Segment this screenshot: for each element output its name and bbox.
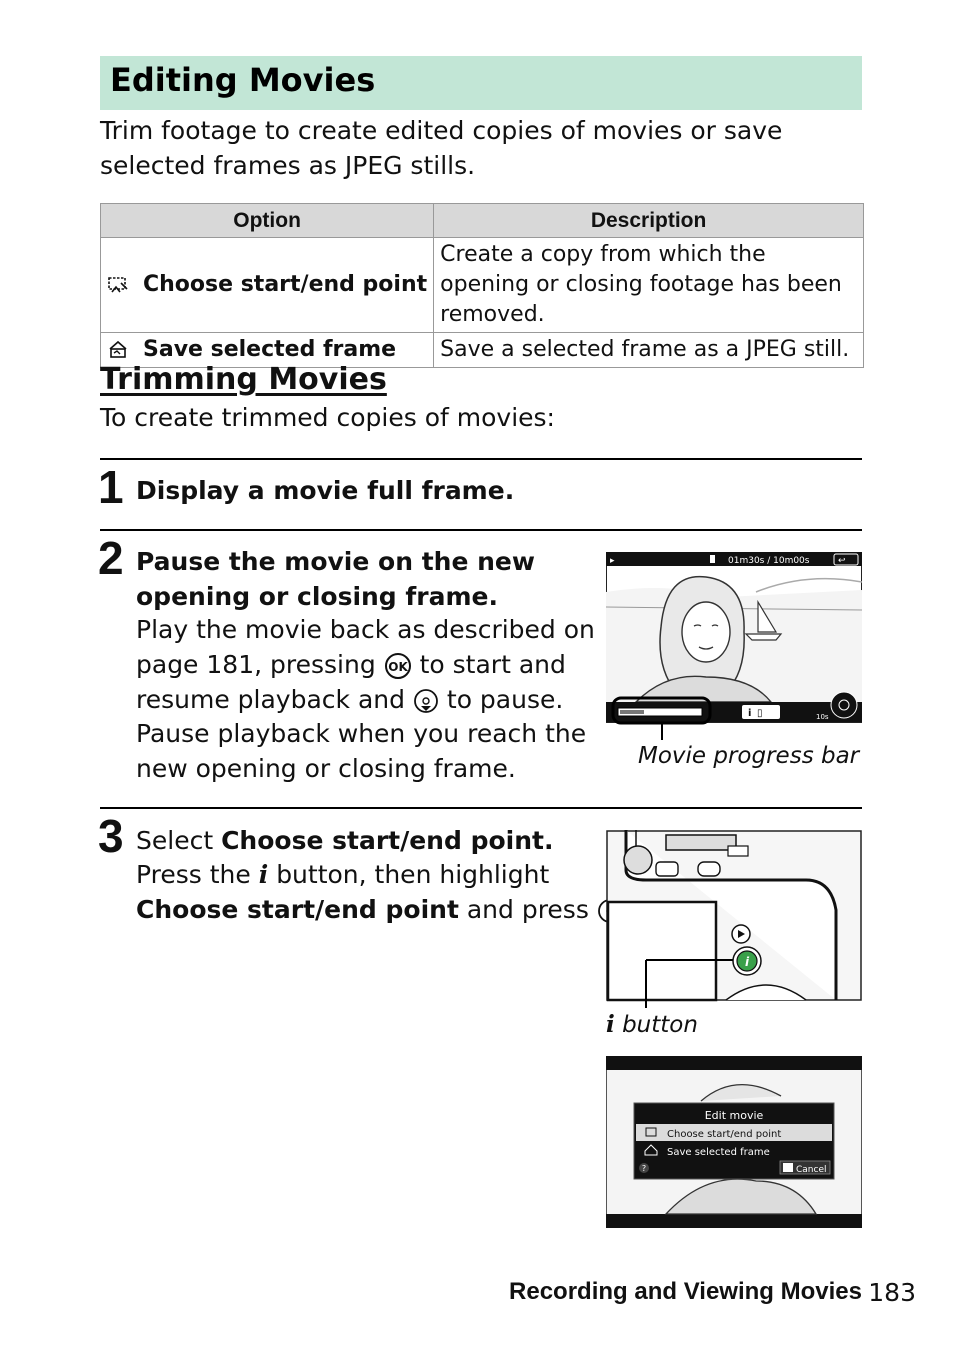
footer-section-title: Recording and Viewing Movies — [509, 1278, 862, 1305]
step-text-bold: Choose start/end point. — [221, 826, 554, 855]
step-title: Display a movie full frame. — [136, 476, 515, 505]
menu-help[interactable]: ? — [641, 1164, 647, 1173]
step-divider — [100, 529, 862, 531]
options-table — [100, 203, 864, 368]
section-header — [100, 56, 862, 110]
caption-text: button — [622, 1012, 698, 1038]
figure-caption: Movie progress bar — [638, 743, 860, 769]
camera-back-figure — [606, 830, 862, 1010]
ok-button-icon — [384, 652, 412, 680]
svg-text:▸: ▸ — [610, 556, 615, 566]
timecode-label: 01m30s / 10m00s — [728, 556, 810, 566]
seconds-label: 10s — [816, 713, 829, 721]
table-row — [101, 238, 864, 333]
step-title-line: Pause the movie on the new — [136, 547, 535, 576]
step-divider — [100, 458, 862, 460]
table-header-row — [101, 204, 864, 238]
step-text: Select — [136, 826, 214, 855]
step-body-line — [136, 858, 631, 893]
step-text: button, then highlight — [276, 860, 550, 889]
description-cell: Create a copy from which the opening or closing footage has been removed. — [434, 238, 864, 333]
menu-item[interactable]: Choose start/end point — [667, 1129, 782, 1140]
option-cell — [101, 238, 434, 333]
intro-paragraph: Trim footage to create edited copies of movies or save selected frames as JPEG stills. — [100, 116, 783, 180]
step-body-line — [136, 683, 595, 718]
step-text: Press the — [136, 860, 251, 889]
i-button-glyph: i — [258, 860, 269, 889]
step-body-line — [136, 648, 595, 683]
option-label: Choose start/end point — [143, 272, 428, 297]
page-number: 183 — [868, 1278, 916, 1307]
step-text: and press — [466, 894, 589, 924]
i-button-glyph: i — [606, 1011, 615, 1038]
save-frame-icon — [107, 340, 129, 360]
subsection-title: Trimming Movies — [100, 362, 387, 397]
trim-icon — [107, 275, 129, 295]
step-number: 1 — [98, 461, 124, 513]
figure-caption — [606, 1011, 698, 1038]
step-number: 2 — [98, 532, 124, 584]
i-button-label: i — [744, 955, 750, 969]
step-text: to start and — [419, 649, 566, 679]
step-body-line: new opening or closing frame. — [136, 754, 516, 784]
step-text: resume playback and — [136, 684, 405, 714]
step-text: page 181, pressing — [136, 649, 376, 679]
step-body-line — [136, 893, 631, 928]
edit-movie-menu-figure — [606, 1056, 862, 1228]
menu-item[interactable]: Save selected frame — [667, 1147, 770, 1158]
svg-text:OK: OK — [387, 659, 408, 674]
step-body-line: Pause playback when you reach the — [136, 719, 587, 749]
page-title: Editing Movies — [110, 61, 376, 99]
svg-text:↩: ↩ — [838, 556, 846, 566]
multi-selector-down-icon — [413, 688, 439, 714]
svg-text:▯: ▯ — [757, 708, 763, 719]
step-title — [136, 544, 535, 614]
step-text-bold: Choose start/end point — [136, 894, 459, 924]
subsection-intro: To create trimmed copies of movies: — [100, 403, 555, 432]
description-cell: Save a selected frame as a JPEG still. — [434, 333, 864, 368]
step-body — [136, 858, 631, 928]
step-body — [136, 613, 595, 787]
step-title — [136, 823, 553, 858]
menu-title: Edit movie — [704, 1109, 764, 1122]
step-number: 3 — [98, 810, 124, 862]
step-body-line: Play the movie back as described on — [136, 615, 595, 644]
step-text: to pause. — [446, 684, 564, 714]
step-title-line: opening or closing frame. — [136, 582, 498, 611]
step-divider — [100, 807, 862, 809]
movie-screen-figure — [606, 552, 862, 740]
menu-cancel[interactable]: Cancel — [796, 1165, 827, 1175]
svg-text:i: i — [748, 708, 752, 719]
option-label: Save selected frame — [143, 337, 397, 362]
column-header-option: Option — [101, 204, 434, 238]
column-header-description: Description — [434, 204, 864, 238]
